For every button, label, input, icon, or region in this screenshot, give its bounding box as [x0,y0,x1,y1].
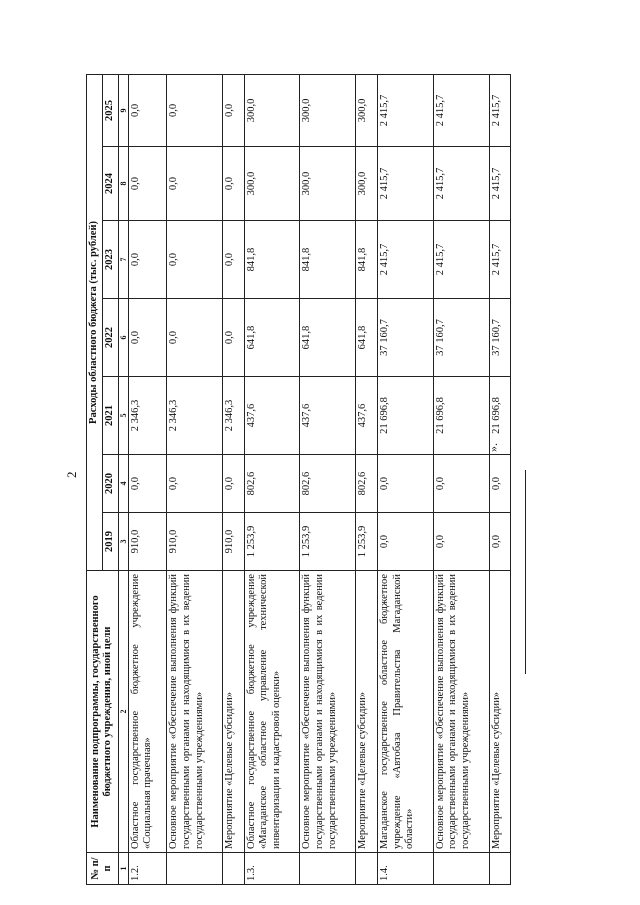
row-value: 0,0 [489,455,510,513]
index-cell: 6 [118,299,128,377]
row-value: 0,0 [433,513,489,571]
closing-line [525,470,526,674]
table-row [128,74,167,884]
table-row [167,74,223,884]
row-value: 37 160,7 [433,299,489,377]
row-number: 1.2. [128,853,167,885]
row-value: 0,0 [223,455,244,513]
row-value: 2 415,7 [377,74,433,146]
row-value: 0,0 [167,74,223,146]
row-value: 641,8 [356,299,377,377]
index-cell: 9 [118,74,128,146]
row-value: 0,0 [223,74,244,146]
row-value: 841,8 [300,221,356,299]
row-number [300,853,356,885]
row-value: 2 346,3 [223,377,244,455]
table-row [244,74,300,884]
row-number: 1.4. [377,853,433,885]
row-value: 300,0 [300,74,356,146]
row-value: 0,0 [377,513,433,571]
row-value: 802,6 [244,455,300,513]
row-name: Областное государственное бюджетное учреждение «Социальная прачечная» [128,571,167,853]
budget-table [86,74,511,885]
row-value: 0,0 [433,455,489,513]
row-value: 0,0 [128,147,167,221]
row-value: 0,0 [223,299,244,377]
row-value: 1 253,9 [300,513,356,571]
row-value: 0,0 [128,299,167,377]
row-value: 2 415,7 [433,74,489,146]
table-row [489,74,510,884]
index-cell: 4 [118,455,128,513]
header-year: 2019 [102,513,118,571]
row-name: Основное мероприятие «Обеспечение выполнения функций государственными органами и находящимися в их ведении государственными учреждениями» [300,571,356,853]
row-value: 300,0 [244,147,300,221]
row-value: 0,0 [223,221,244,299]
header-year: 2024 [102,147,118,221]
row-number [167,853,223,885]
row-value: 2 415,7 [433,147,489,221]
row-value: 2 415,7 [489,221,510,299]
row-value: 0,0 [167,455,223,513]
header-year: 2020 [102,455,118,513]
row-value: 2 415,7 [377,221,433,299]
table-body [128,74,510,884]
index-cell: 7 [118,221,128,299]
row-value: 0,0 [377,455,433,513]
row-name: Магаданское государственное областное бюджетное учреждение «Автобаза Правительства Магаданской области» [377,571,433,853]
row-value: 1 253,9 [244,513,300,571]
table-row [223,74,244,884]
row-number [489,853,510,885]
table-row [433,74,489,884]
header-budget: Расходы областного бюджета (тыс. рублей) [87,74,103,570]
row-value: 1 253,9 [356,513,377,571]
row-value: 21 696,8 [433,377,489,455]
row-value: 0,0 [128,455,167,513]
row-number [223,853,244,885]
index-cell: 8 [118,147,128,221]
row-name: Мероприятие «Целевые субсидии» [223,571,244,853]
row-value: 0,0 [128,221,167,299]
row-value: 300,0 [356,74,377,146]
row-value: 641,8 [300,299,356,377]
row-value: 0,0 [167,147,223,221]
row-value: 841,8 [356,221,377,299]
row-value: 910,0 [167,513,223,571]
row-value: 641,8 [244,299,300,377]
row-value: 0,0 [489,513,510,571]
row-value: 37 160,7 [489,299,510,377]
row-value: 841,8 [244,221,300,299]
row-value: 2 346,3 [167,377,223,455]
row-name: Основное мероприятие «Обеспечение выполнения функций государственными органами и находящимися в их ведении государственными учреждениями» [433,571,489,853]
row-value: 21 696,8 [377,377,433,455]
row-value: 300,0 [300,147,356,221]
index-cell: 1 [118,853,128,885]
index-cell: 2 [118,571,128,853]
closing-mark: ». [486,443,500,452]
row-name: Областное государственное бюджетное учреждение «Магаданское областное управление технической инвентаризации и кадастровой оценки» [244,571,300,853]
row-value: 802,6 [356,455,377,513]
row-name: Основное мероприятие «Обеспечение выполнения функций государственными органами и находящимися в их ведении государственными учреждениями» [167,571,223,853]
row-value: 0,0 [223,147,244,221]
row-value: 437,6 [356,377,377,455]
header-year: 2022 [102,299,118,377]
row-number: 1.3. [244,853,300,885]
row-value: 910,0 [223,513,244,571]
row-value: 300,0 [244,74,300,146]
row-name: Мероприятие «Целевые субсидии» [356,571,377,853]
row-value: 437,6 [300,377,356,455]
row-value: 910,0 [128,513,167,571]
index-cell: 3 [118,513,128,571]
header-year: 2025 [102,74,118,146]
row-number [356,853,377,885]
header-no: № п/п [87,853,119,885]
row-value: 2 415,7 [433,221,489,299]
table-row [356,74,377,884]
row-value: 37 160,7 [377,299,433,377]
budget-table-container [86,75,511,885]
row-value: 2 346,3 [128,377,167,455]
row-value: 21 696,8 [489,377,510,455]
page-number: 2 [64,471,79,478]
row-value: 802,6 [300,455,356,513]
row-value: 2 415,7 [377,147,433,221]
row-value: 0,0 [167,221,223,299]
row-name: Мероприятие «Целевые субсидии» [489,571,510,853]
row-value: 300,0 [356,147,377,221]
row-value: 437,6 [244,377,300,455]
table-row [300,74,356,884]
header-year: 2021 [102,377,118,455]
row-value: 0,0 [167,299,223,377]
row-value: 2 415,7 [489,147,510,221]
header-year: 2023 [102,221,118,299]
row-value: 0,0 [128,74,167,146]
row-value: 2 415,7 [489,74,510,146]
row-number [433,853,489,885]
index-cell: 5 [118,377,128,455]
table-row [377,74,433,884]
header-name: Наименование подпрограммы, государственного бюджетного учреждения, иной цели [87,571,119,853]
